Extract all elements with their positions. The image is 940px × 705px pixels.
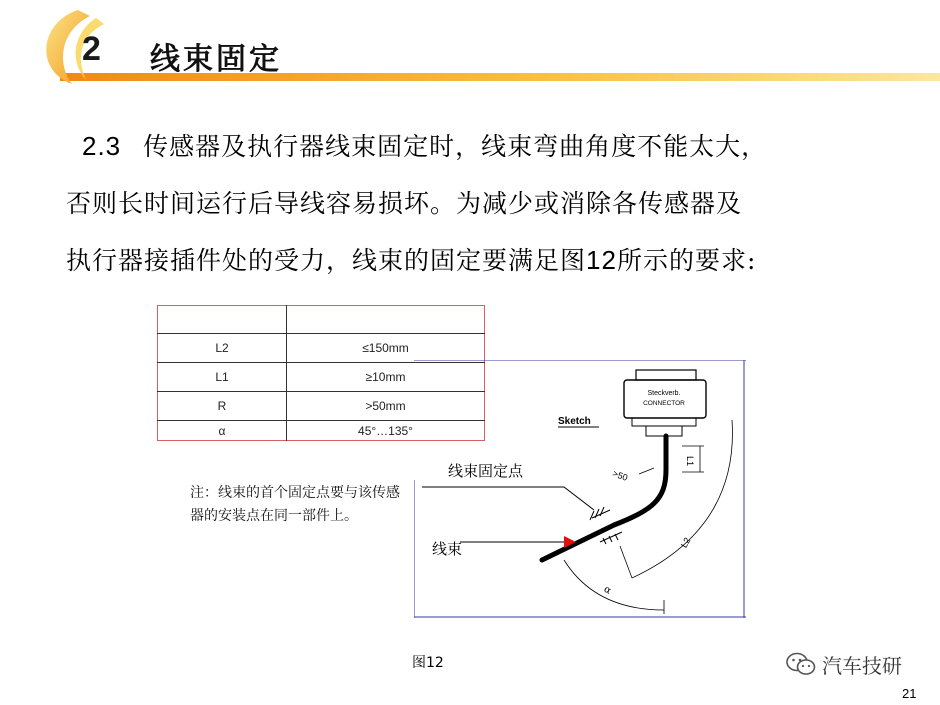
spec-value: 45°…135°: [287, 421, 485, 441]
figure-reference: 12: [586, 245, 617, 275]
header-decoration: [0, 0, 940, 92]
l1-label: L1: [685, 456, 695, 467]
section-title: 线束固定: [150, 42, 282, 77]
spec-key: L1: [158, 363, 287, 392]
l2-label: L2: [678, 535, 693, 550]
body-line-1: [66, 118, 926, 175]
section-number: 2: [82, 30, 101, 68]
page-number: 21: [902, 686, 917, 701]
connector-label-1: Steckverb.: [647, 390, 681, 397]
spec-value: ≥10mm: [287, 363, 485, 392]
body-line-3-post: 所示的要求:: [616, 246, 757, 275]
harness-sketch: [414, 360, 746, 618]
note-text: 注：线束的首个固定点要与该传感器的安装点在同一部件上。: [190, 485, 400, 524]
slide-header: [0, 0, 940, 92]
sketch-title: Sketch: [558, 416, 591, 427]
chat-bubble-icon: [786, 651, 816, 677]
body-line-3: [66, 232, 926, 289]
harness-label: 线束: [432, 540, 463, 558]
connector-label-2: CONNECTOR: [643, 400, 685, 407]
connector-icon: [624, 370, 706, 436]
table-row: [158, 334, 485, 363]
spec-key: R: [158, 392, 287, 421]
watermark: [786, 649, 902, 679]
body-line-3-pre: 执行器接插件处的受力，线束的固定要满足图: [66, 246, 587, 275]
fix-point-label: 线束固定点: [448, 462, 524, 480]
spec-key: L2: [158, 334, 287, 363]
fix-point-leader: [422, 487, 594, 510]
figure-caption: 图12: [412, 655, 444, 671]
watermark-text: 汽车技研: [822, 653, 902, 678]
body-line-1-text: 传感器及执行器线束固定时，线束弯曲角度不能太大，: [143, 132, 768, 161]
spec-key: α: [158, 421, 287, 441]
alpha-label: α: [601, 583, 614, 597]
body-paragraph: [66, 118, 926, 289]
item-number: 2.3: [82, 131, 122, 161]
radius-label: >50: [611, 468, 630, 483]
harness-cable: [542, 436, 666, 560]
body-line-2: 否则长时间运行后导线容易损坏。为减少或消除各传感器及: [66, 189, 743, 218]
table-row: [158, 306, 485, 334]
spec-value: ≤150mm: [287, 334, 485, 363]
spec-value: >50mm: [287, 392, 485, 421]
